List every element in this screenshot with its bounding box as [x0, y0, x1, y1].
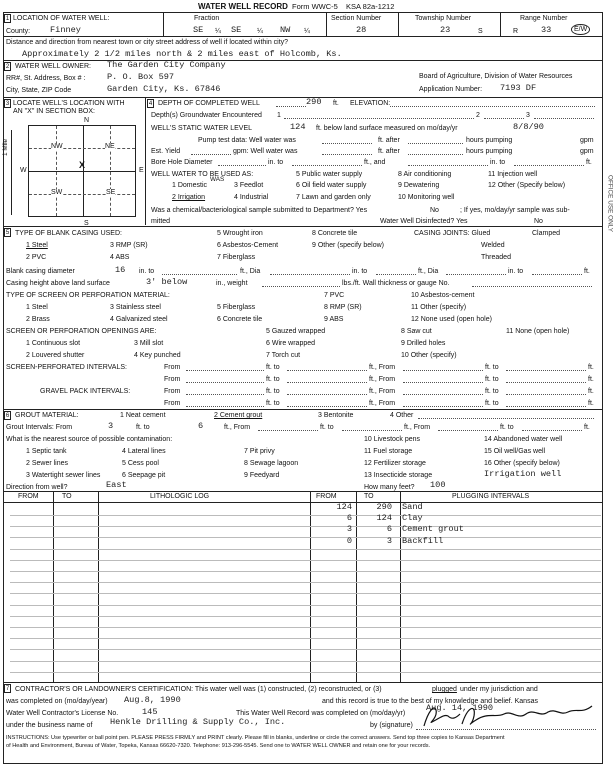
- gpi-end-2: ft.: [588, 400, 594, 407]
- opening-11[interactable]: 11 None (open hole): [506, 328, 570, 335]
- form-title: WATER WELL RECORD: [198, 2, 288, 11]
- gw-2: 2: [476, 112, 480, 119]
- yield-gpm: gpm: Well water was: [233, 148, 298, 155]
- log-ruled-line: [10, 616, 601, 617]
- grout-2[interactable]: 2 Cement grout: [214, 412, 263, 419]
- use-12[interactable]: 12 Other (Specify below): [488, 182, 566, 189]
- screen-5[interactable]: 5 Fiberglass: [217, 304, 256, 311]
- grid-nw: NW: [51, 143, 63, 150]
- dia-in-2: in. to: [352, 268, 368, 275]
- plugging-header: PLUGGING INTERVALS: [452, 493, 530, 500]
- distance-value[interactable]: Approximately 2 1/2 miles north & 2 miles east of Holcomb, Ks.: [22, 49, 342, 59]
- log-ruled-line: [10, 593, 601, 594]
- joints-clamped[interactable]: Clamped: [532, 230, 561, 237]
- use-6[interactable]: 6 Oil field water supply: [296, 182, 367, 189]
- section-7-number: 7: [5, 686, 10, 692]
- log-ruled-line: [10, 605, 601, 606]
- log-ruled-line: [10, 571, 601, 572]
- frame-right: [602, 12, 603, 764]
- contam-6[interactable]: 6 Seepage pit: [122, 472, 166, 479]
- opening-9[interactable]: 9 Drilled holes: [401, 340, 446, 347]
- section-number-value[interactable]: 28: [356, 25, 367, 35]
- cert-text-1: CONTRACTOR'S OR LANDOWNER'S CERTIFICATION: This water well was (1) constructed, (2) reconstructed, or (3): [15, 686, 382, 693]
- contam-5[interactable]: 5 Cess pool: [122, 460, 159, 467]
- screen-6[interactable]: 6 Concrete tile: [217, 316, 263, 323]
- log-ruled-line: [10, 549, 601, 550]
- opening-3[interactable]: 3 Mill slot: [134, 340, 164, 347]
- contam-11[interactable]: 11 Fuel storage: [364, 448, 413, 455]
- feet-label: How many feet?: [364, 484, 415, 491]
- cert-text-3: Water Well Contractor's License No.: [6, 710, 119, 717]
- opening-5[interactable]: 5 Gauzed wrapped: [266, 328, 326, 335]
- col-div: [400, 491, 401, 682]
- gw-3: 3: [526, 112, 530, 119]
- log-ruled-line: [10, 649, 601, 650]
- chem-ifyes: ; If yes, mo/day/yr sample was sub-: [460, 207, 570, 214]
- dia-ft-3: ft.: [584, 268, 590, 275]
- casing-4[interactable]: 4 ABS: [110, 254, 130, 261]
- use-was: WAS: [210, 176, 225, 183]
- grout-1[interactable]: 1 Neat cement: [120, 412, 166, 419]
- township-south: S: [478, 28, 483, 35]
- application-number[interactable]: 7193 DF: [500, 83, 537, 93]
- contam-9[interactable]: 9 Feedyard: [244, 472, 280, 479]
- divider: [145, 97, 146, 225]
- county-value[interactable]: Finney: [50, 25, 81, 35]
- use-9[interactable]: 9 Dewatering: [398, 182, 440, 189]
- opening-1[interactable]: 1 Continuous slot: [26, 340, 81, 347]
- log-ruled-line: [10, 672, 601, 673]
- contam-other[interactable]: Irrigation well: [484, 469, 562, 479]
- bore-in-2: in. to: [490, 159, 506, 166]
- log-ruled-line: [10, 638, 601, 639]
- height-lbs: lbs./ft. Wall thickness or gauge No.: [342, 280, 450, 287]
- range-value[interactable]: 33: [541, 25, 552, 35]
- dia-value[interactable]: 16: [115, 265, 126, 275]
- contam-14[interactable]: 14 Abandoned water well: [484, 436, 563, 443]
- city-label: City, State, ZIP Code: [6, 87, 72, 94]
- contam-12[interactable]: 12 Fertilizer storage: [364, 460, 426, 467]
- height-in: in., weight: [216, 280, 248, 287]
- feet-value[interactable]: 100: [430, 480, 446, 490]
- grout-rest-2: ft. to: [320, 424, 334, 431]
- plugging-to[interactable]: 6: [386, 524, 392, 535]
- plugging-desc[interactable]: Backfill: [402, 535, 444, 546]
- screen-4[interactable]: 4 Galvanized steel: [110, 316, 168, 323]
- groundwater-label: Depth(s) Groundwater Encountered: [151, 112, 262, 119]
- height-label: Casing height above land surface: [6, 280, 110, 287]
- grid-south: S: [84, 220, 89, 227]
- section-number-label: Section Number: [331, 15, 382, 22]
- cert-text-1b: under my jurisdiction and: [460, 686, 538, 693]
- fraction-label: Fraction: [194, 15, 220, 22]
- casing-7[interactable]: 7 Fiberglass: [217, 254, 256, 261]
- gpi-to-4: ft. to: [485, 400, 499, 407]
- distance-label: Distance and direction from nearest town or city street address of well if located within city?: [6, 39, 289, 46]
- section-2-number: 2: [5, 64, 10, 70]
- screen-10[interactable]: 10 Asbestos-cement: [411, 292, 475, 299]
- use-11[interactable]: 11 Injection well: [488, 171, 538, 178]
- opening-6[interactable]: 6 Wire wrapped: [266, 340, 316, 347]
- instructions-1: INSTRUCTIONS: Use typewriter or ball point pen. PLEASE PRESS FIRMLY and PRINT clearly. Please fill in blanks, underline or circle the correct answers. Send top three copies to Kansas Department: [6, 735, 505, 741]
- contam-16[interactable]: 16 Other (specify below): [484, 460, 560, 467]
- grid-ne: NE: [105, 143, 115, 150]
- chem-mitted: mitted: [151, 218, 171, 225]
- depth-value[interactable]: 290: [306, 97, 322, 107]
- township-label: Township Number: [415, 15, 472, 22]
- owner-address[interactable]: P. O. Box 597: [107, 72, 175, 82]
- grout-interval-label: Grout Intervals: From: [6, 424, 73, 431]
- spi-ft: ft., From: [369, 364, 396, 371]
- use-5[interactable]: 5 Public water supply: [296, 171, 363, 178]
- gpi-to-2: ft. to: [485, 388, 499, 395]
- opening-8[interactable]: 8 Saw cut: [401, 328, 432, 335]
- depth-ft: ft.: [333, 100, 339, 107]
- static-date[interactable]: 8/8/90: [513, 122, 544, 132]
- use-1[interactable]: 1 Domestic: [172, 182, 208, 189]
- cert-plugged[interactable]: plugged: [432, 686, 457, 693]
- gpi-from: From: [164, 388, 181, 395]
- contam-4[interactable]: 4 Lateral lines: [122, 448, 166, 455]
- screen-8[interactable]: 8 RMP (SR): [324, 304, 362, 311]
- quarter-3: ¼: [304, 28, 310, 35]
- cert-text-3b: This Water Well Record was completed on (mo/day/yr): [236, 710, 406, 717]
- plug-to-header: TO: [364, 493, 374, 500]
- divider: [163, 12, 164, 36]
- cert-text-2: was completed on (mo/day/year): [6, 698, 108, 705]
- plugging-to[interactable]: 290: [376, 502, 392, 512]
- grid-se: SE: [106, 189, 116, 196]
- bore-label: Bore Hole Diameter: [151, 159, 213, 166]
- spi-to: ft. to: [266, 364, 280, 371]
- bore-ft: ft.: [586, 159, 592, 166]
- range-ew[interactable]: E/W: [571, 24, 590, 35]
- quarter-1: ¼: [215, 28, 221, 35]
- location-label: LOCATION OF WATER WELL:: [13, 15, 110, 22]
- grout-to[interactable]: 6: [198, 421, 204, 431]
- direction-label: Direction from well?: [6, 484, 68, 491]
- static-rest: ft. below land surface measured on mo/day/yr: [316, 125, 458, 132]
- screen-7[interactable]: 7 PVC: [324, 292, 345, 299]
- contam-8[interactable]: 8 Sewage lagoon: [244, 460, 299, 467]
- dia-ft: ft., Dia: [240, 268, 261, 275]
- yield-after: ft. after: [378, 148, 400, 155]
- joints-threaded[interactable]: Threaded: [481, 254, 511, 261]
- gpi-ft: ft., From: [369, 388, 396, 395]
- height-value[interactable]: 3' below: [146, 277, 188, 287]
- pump-after: ft. after: [378, 137, 400, 144]
- rule: [3, 60, 603, 61]
- casing-2[interactable]: 2 PVC: [26, 254, 47, 261]
- locate-label: LOCATE WELL'S LOCATION WITH: [13, 100, 125, 107]
- log-to-header: TO: [62, 493, 72, 500]
- divider: [398, 12, 399, 36]
- plugging-to[interactable]: 124: [376, 513, 392, 524]
- log-ruled-line: [10, 515, 601, 516]
- log-ruled-line: [10, 582, 601, 583]
- fraction-3[interactable]: NW: [280, 25, 291, 35]
- section-4-number: 4: [148, 101, 153, 107]
- contractor-signature: [418, 700, 598, 732]
- quarter-2: ¼: [257, 28, 263, 35]
- pump-label: Pump test data: Well water was: [198, 137, 296, 144]
- mile-arrow: [11, 130, 12, 215]
- divider: [500, 12, 501, 36]
- log-from-header: FROM: [18, 493, 39, 500]
- casing-6[interactable]: 6 Asbestos-Cement: [217, 242, 279, 249]
- form-number: Form WWC-5: [292, 2, 338, 11]
- well-location-mark[interactable]: X: [79, 160, 86, 170]
- owner-label: WATER WELL OWNER:: [15, 63, 91, 70]
- yield-label: Est. Yield: [151, 148, 181, 155]
- direction-value[interactable]: East: [106, 480, 127, 490]
- joints-glued[interactable]: CASING JOINTS: Glued: [414, 230, 491, 237]
- grout-rest-3: ft., From: [404, 424, 431, 431]
- grout-rest-5: ft.: [584, 424, 590, 431]
- yield-gpm-2: gpm: [580, 148, 594, 155]
- screen-intervals-label: SCREEN-PERFORATED INTERVALS:: [6, 364, 127, 371]
- frame-left: [3, 12, 4, 764]
- log-ruled-line: [10, 526, 601, 527]
- section-5-number: 5: [5, 230, 10, 236]
- use-3[interactable]: 3 Feedlot: [234, 182, 264, 189]
- contam-7[interactable]: 7 Pit privy: [244, 448, 275, 455]
- log-ruled-line: [10, 537, 601, 538]
- application-label: Application Number:: [419, 86, 483, 93]
- screen-3[interactable]: 3 Stainless steel: [110, 304, 161, 311]
- log-ruled-line: [10, 627, 601, 628]
- range-r: R: [513, 28, 519, 35]
- casing-5[interactable]: 5 Wrought iron: [217, 230, 263, 237]
- ksa-number: KSA 82a-1212: [346, 2, 395, 11]
- fraction-2[interactable]: SE: [231, 25, 242, 35]
- instructions-2: of Health and Environment, Bureau of Water, Topeka, Kansas 66620-7320. Telephone: 913-296-5545. Send one to WATER WELL OWNER and retain one for your records.: [6, 743, 431, 749]
- grid-west: W: [20, 167, 27, 174]
- pump-gpm: gpm: [580, 137, 594, 144]
- gpi-ft-2: ft., From: [369, 400, 396, 407]
- gw-1: 1: [277, 112, 281, 119]
- gpi-to: ft. to: [266, 388, 280, 395]
- plugging-desc[interactable]: Sand: [402, 502, 423, 512]
- rule: [3, 682, 603, 683]
- col-div: [53, 491, 54, 682]
- contam-2[interactable]: 2 Sewer lines: [26, 460, 69, 467]
- rule: [3, 491, 603, 492]
- spi-end: ft.: [588, 364, 594, 371]
- license-number[interactable]: 145: [142, 707, 158, 717]
- plugging-desc[interactable]: Clay: [402, 513, 423, 524]
- casing-3[interactable]: 3 RMP (SR): [110, 242, 148, 249]
- rule: [3, 97, 603, 98]
- grout-rest: ft., From: [224, 424, 251, 431]
- address-label: RR#, St. Address, Box # :: [6, 75, 86, 82]
- casing-9[interactable]: 9 Other (specify below): [312, 242, 384, 249]
- cert-text-2b: and this record is true to the best of my knowledge and belief. Kansas: [322, 698, 538, 705]
- openings-label: SCREEN OR PERFORATION OPENINGS ARE:: [6, 328, 157, 335]
- use-4[interactable]: 4 Industrial: [234, 194, 269, 201]
- owner-name[interactable]: The Garden City Company: [107, 60, 226, 70]
- use-10[interactable]: 10 Monitoring well: [398, 194, 455, 201]
- joints-welded[interactable]: Welded: [481, 242, 505, 249]
- contamination-label: What is the nearest source of possible contamination:: [6, 436, 173, 443]
- plugging-from[interactable]: 6: [346, 513, 352, 524]
- gpi-end: ft.: [588, 388, 594, 395]
- opening-10[interactable]: 10 Other (specify): [401, 352, 457, 359]
- screen-2[interactable]: 2 Brass: [26, 316, 50, 323]
- log-ruled-line: [10, 560, 601, 561]
- grout-3[interactable]: 3 Bentonite: [318, 412, 354, 419]
- spi-from-2: From: [164, 376, 181, 383]
- fraction-1[interactable]: SE: [193, 25, 204, 35]
- screen-12[interactable]: 12 None used (open hole): [411, 316, 492, 323]
- dia-in-3: in. to: [508, 268, 524, 275]
- yield-hrs: hours pumping: [466, 148, 513, 155]
- section-3-number: 3: [5, 101, 10, 107]
- grid-sw: SW: [51, 189, 63, 196]
- contam-13[interactable]: 13 Insecticide storage: [364, 472, 433, 479]
- mile-label: 1 Mile: [2, 138, 9, 156]
- contam-15[interactable]: 15 Oil well/Gas well: [484, 448, 546, 455]
- office-use-label: OFFICE USE ONLY: [606, 175, 613, 233]
- elevation-label: ELEVATION:: [350, 100, 391, 107]
- use-8[interactable]: 8 Air conditioning: [398, 171, 452, 178]
- static-value[interactable]: 124: [290, 122, 306, 132]
- range-label: Range Number: [520, 15, 568, 22]
- bore-in: in. to: [268, 159, 284, 166]
- grid-north: N: [84, 117, 90, 124]
- county-label: County:: [6, 28, 31, 35]
- grout-rest-4: ft. to: [500, 424, 514, 431]
- disinfected-label: Water Well Disinfected? Yes: [380, 218, 468, 225]
- board-text: Board of Agriculture, Division of Water Resources: [419, 73, 573, 80]
- gpi-from-2: From: [164, 400, 181, 407]
- dia-label: Blank casing diameter: [6, 268, 75, 275]
- screen-label: TYPE OF SCREEN OR PERFORATION MATERIAL:: [6, 292, 170, 299]
- rule: [3, 36, 603, 37]
- section-1-number: 1: [5, 16, 10, 22]
- spi-end-2: ft.: [588, 376, 594, 383]
- spi-to-4: ft. to: [485, 376, 499, 383]
- lithologic-header: LITHOLOGIC LOG: [150, 493, 210, 500]
- plugging-from[interactable]: 124: [336, 502, 352, 512]
- divider: [326, 12, 327, 36]
- col-div: [356, 491, 357, 682]
- casing-1[interactable]: 1 Steel: [26, 242, 48, 249]
- use-2[interactable]: 2 Irrigation: [172, 194, 206, 201]
- section-6-number: 6: [5, 413, 10, 419]
- grout-4[interactable]: 4 Other: [390, 412, 414, 419]
- static-label: WELL'S STATIC WATER LEVEL: [151, 125, 253, 132]
- screen-9[interactable]: 9 ABS: [324, 316, 344, 323]
- screen-11[interactable]: 11 Other (specify): [411, 304, 467, 311]
- section-grid: [28, 125, 136, 217]
- record-date[interactable]: Aug. 14, 1990: [426, 703, 494, 713]
- chem-no[interactable]: No: [430, 207, 439, 214]
- grout-ftto: ft. to: [136, 424, 150, 431]
- township-value[interactable]: 23: [440, 25, 451, 35]
- col-div: [98, 491, 99, 682]
- col-div: [310, 491, 311, 682]
- locate-label-2: AN "X" IN SECTION BOX:: [13, 108, 95, 115]
- rule: [3, 502, 603, 503]
- gpi-to-3: ft. to: [266, 400, 280, 407]
- plugging-to[interactable]: 3: [386, 535, 392, 546]
- depth-label: DEPTH OF COMPLETED WELL: [158, 100, 260, 107]
- plug-from-header: FROM: [316, 493, 337, 500]
- use-7[interactable]: 7 Lawn and garden only: [296, 194, 371, 201]
- casing-8[interactable]: 8 Concrete tile: [312, 230, 358, 237]
- bore-and: ft., and: [364, 159, 386, 166]
- plugging-from[interactable]: 0: [346, 535, 352, 546]
- rule: [3, 226, 603, 227]
- opening-2[interactable]: 2 Louvered shutter: [26, 352, 85, 359]
- opening-4[interactable]: 4 Key punched: [134, 352, 181, 359]
- log-ruled-line: [10, 661, 601, 662]
- owner-city[interactable]: Garden City, Ks. 67846: [107, 84, 221, 94]
- plugging-desc[interactable]: Cement grout: [402, 524, 464, 535]
- spi-from: From: [164, 364, 181, 371]
- frame-top: [3, 12, 603, 13]
- grout-from[interactable]: 3: [108, 421, 114, 431]
- grout-label: GROUT MATERIAL:: [15, 412, 79, 419]
- screen-1[interactable]: 1 Steel: [26, 304, 48, 311]
- dia-in: in. to: [139, 268, 155, 275]
- plugging-from[interactable]: 3: [346, 524, 352, 535]
- casing-label: TYPE OF BLANK CASING USED:: [15, 230, 122, 237]
- dia-ft-2: ft., Dia: [418, 268, 439, 275]
- contam-3[interactable]: 3 Watertight sewer lines: [26, 472, 101, 479]
- spi-to-2: ft. to: [485, 364, 499, 371]
- rule: [3, 409, 603, 410]
- use-label: WELL WATER TO BE USED AS:: [151, 171, 254, 178]
- business-name[interactable]: Henkle Drilling & Supply Co., Inc.: [110, 717, 286, 727]
- opening-7[interactable]: 7 Torch cut: [266, 352, 301, 359]
- grid-east: E: [139, 167, 144, 174]
- spi-ft-2: ft., From: [369, 376, 396, 383]
- contam-1[interactable]: 1 Septic tank: [26, 448, 67, 455]
- contam-10[interactable]: 10 Livestock pens: [364, 436, 421, 443]
- spi-to-3: ft. to: [266, 376, 280, 383]
- disinfected-no[interactable]: No: [534, 218, 543, 225]
- frame-bottom: [3, 763, 603, 764]
- cert-text-4: under the business name of: [6, 722, 93, 729]
- completed-date[interactable]: Aug.8, 1990: [124, 695, 181, 705]
- gravel-label: GRAVEL PACK INTERVALS:: [40, 388, 131, 395]
- chem-label: Was a chemical/bacteriological sample submitted to Department? Yes: [151, 207, 368, 214]
- signature-label: by (signature): [370, 722, 413, 729]
- pump-hrs: hours pumping: [466, 137, 513, 144]
